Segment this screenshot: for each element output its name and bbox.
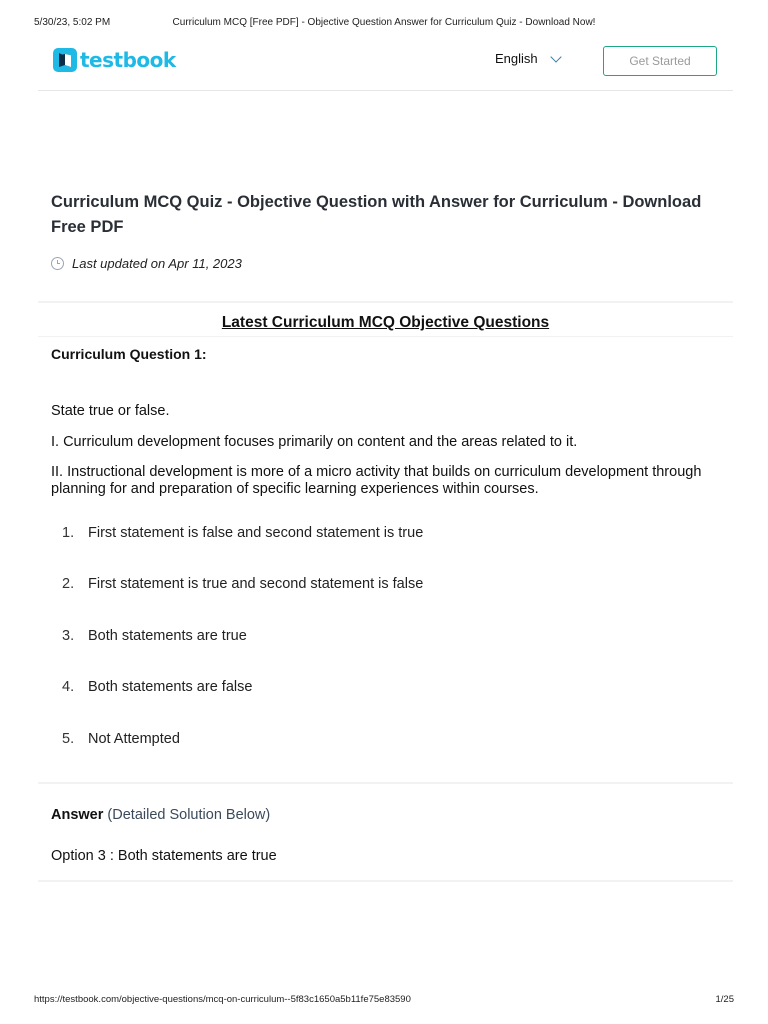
answer-option[interactable] — [62, 576, 423, 592]
answer-option[interactable] — [62, 628, 247, 644]
logo-text: testbook — [80, 48, 176, 72]
answer-label: Answer — [51, 807, 104, 823]
answer-option[interactable] — [62, 525, 423, 541]
page-title: Curriculum MCQ Quiz - Objective Question with Answer for Curriculum - Download Free PDF — [51, 193, 702, 236]
section-divider — [38, 880, 733, 882]
page-number: 1/25 — [715, 994, 734, 1005]
last-updated — [51, 256, 242, 271]
option-number: 4. — [62, 679, 75, 695]
chevron-down-icon — [550, 51, 561, 62]
answer-header — [51, 807, 270, 823]
section-divider — [38, 301, 733, 303]
question-stem-line: II. Instructional development is more of a micro activity that builds on curriculum development through planning for and preparation of specific learning experiences within courses. — [51, 464, 702, 497]
section-heading: Latest Curriculum MCQ Objective Questions — [221, 314, 550, 331]
clock-icon — [51, 257, 64, 270]
option-number: 5. — [62, 731, 75, 747]
section-divider — [38, 782, 733, 784]
option-text: Both statements are false — [88, 679, 253, 695]
last-updated-text: Last updated on Apr 11, 2023 — [72, 256, 242, 271]
option-text: First statement is false and second statement is true — [88, 525, 424, 541]
top-navigation-bar — [38, 42, 733, 91]
question-stem-line: State true or false. — [51, 403, 170, 419]
section-divider — [38, 336, 733, 337]
option-text: Not Attempted — [88, 731, 180, 747]
language-label: English — [495, 51, 538, 66]
testbook-logo-icon — [53, 48, 77, 72]
detailed-solution-link[interactable]: (Detailed Solution Below) — [107, 807, 271, 823]
question-stem-line: I. Curriculum development focuses primarily on content and the areas related to it. — [51, 434, 578, 450]
answer-option[interactable] — [62, 679, 252, 695]
get-started-button[interactable]: Get Started — [603, 46, 717, 76]
page-url: https://testbook.com/objective-questions/mcq-on-curriculum--5f83c1650a5b11fe75e83590 — [34, 994, 411, 1005]
option-number: 3. — [62, 628, 75, 644]
answer-option[interactable] — [62, 731, 180, 747]
print-document-title: Curriculum MCQ [Free PDF] - Objective Question Answer for Curriculum Quiz - Download Now! — [172, 17, 596, 28]
print-datetime: 5/30/23, 5:02 PM — [34, 17, 111, 28]
option-number: 2. — [62, 576, 75, 592]
correct-answer: Option 3 : Both statements are true — [51, 848, 277, 864]
language-selector[interactable] — [495, 51, 560, 66]
option-text: First statement is true and second statement is false — [88, 576, 424, 592]
option-number: 1. — [62, 525, 75, 541]
question-label: Curriculum Question 1: — [51, 346, 207, 362]
option-text: Both statements are true — [88, 628, 247, 644]
testbook-logo[interactable] — [53, 47, 176, 73]
